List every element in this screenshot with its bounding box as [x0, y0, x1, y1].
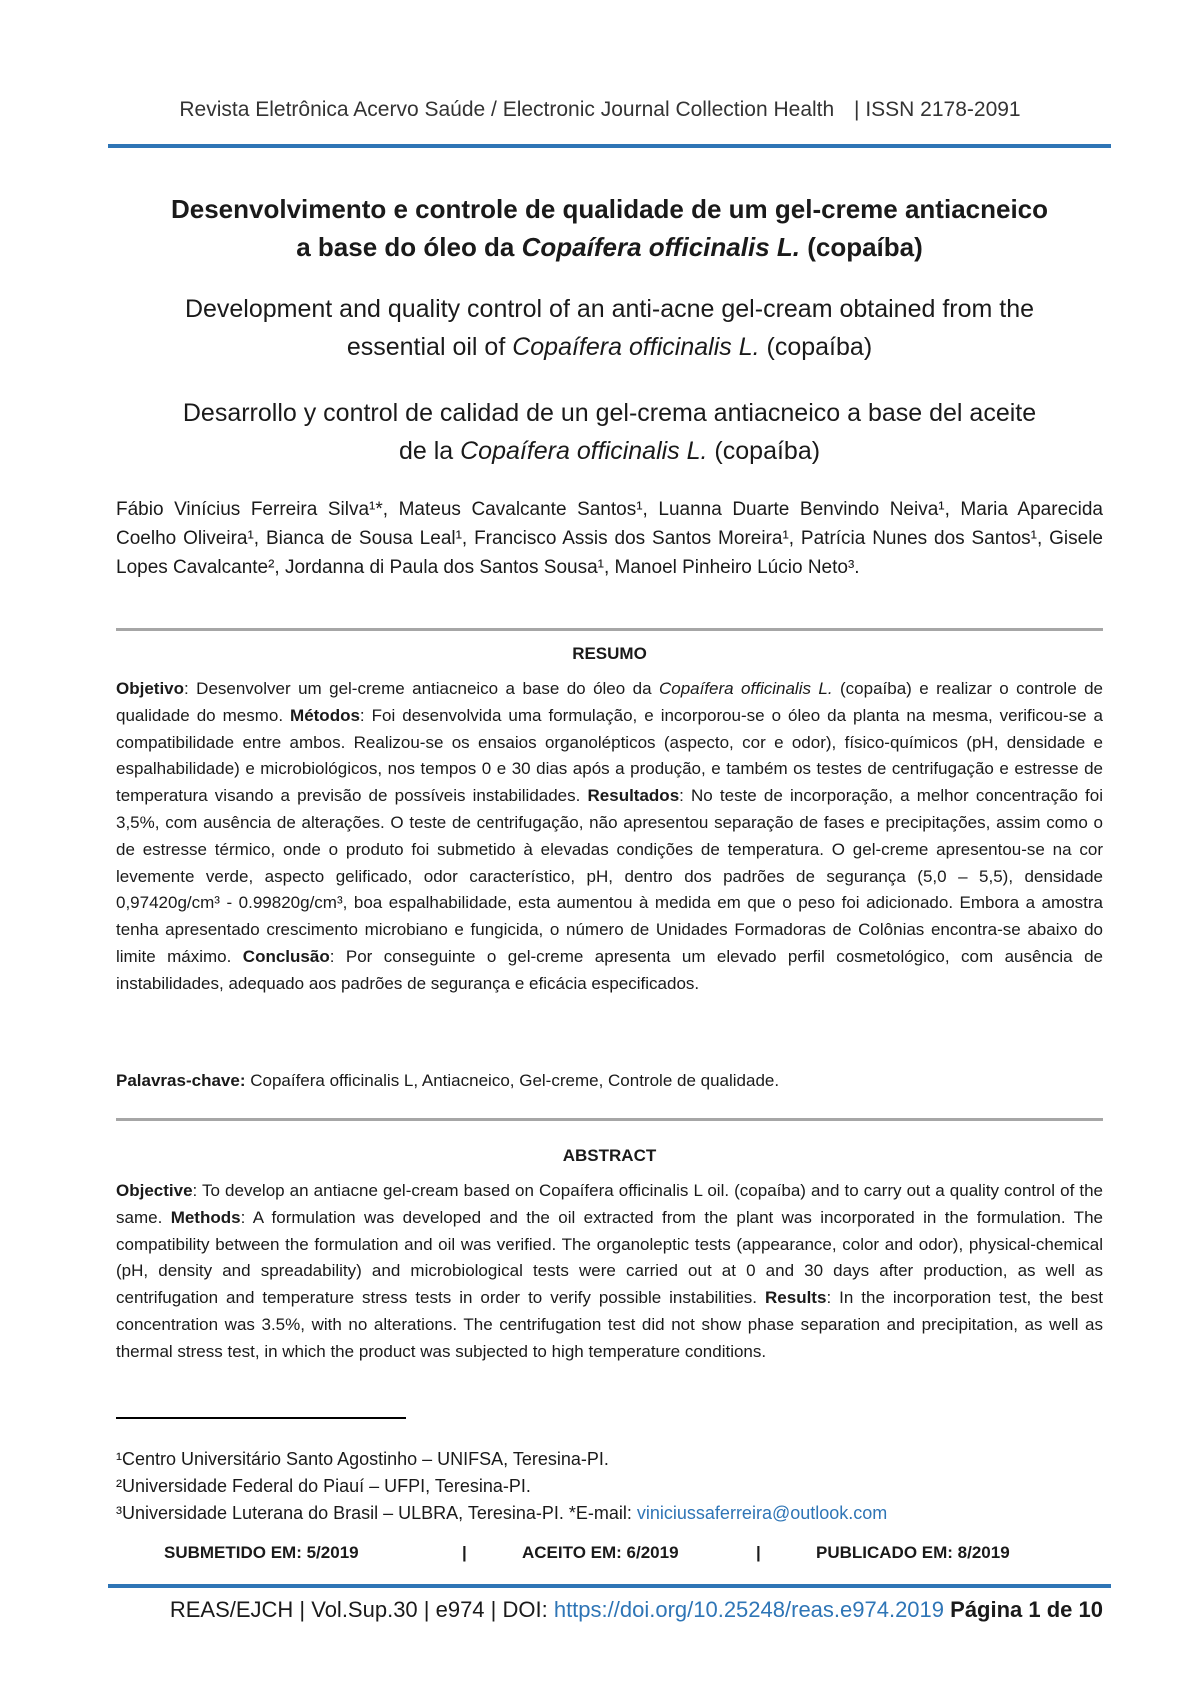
resumo-divider — [116, 628, 1103, 631]
title-es-line2: de la Copaífera officinalis L. (copaíba) — [398, 437, 821, 465]
date-separator: | — [462, 1543, 467, 1562]
title-en-line1: Development and quality control of an anti-acne gel-cream obtained from the — [184, 295, 1035, 323]
publication-dates — [116, 1543, 1103, 1567]
accepted-date: ACEITO EM: 6/2019 — [522, 1543, 679, 1562]
title-pt-line1: Desenvolvimento e controle de qualidade de um gel-creme antiacneico — [170, 194, 1049, 224]
title-portuguese — [108, 190, 1111, 266]
title-english — [108, 290, 1111, 366]
conclusao-label: Conclusão — [242, 946, 330, 966]
title-en-line2: essential oil of Copaífera officinalis L. (copaíba) — [346, 333, 873, 361]
doi-link[interactable]: https://doi.org/10.25248/reas.e974.2019 — [553, 1597, 945, 1622]
citation: REAS/EJCH | Vol.Sup.30 | e974 | DOI: — [169, 1597, 554, 1622]
page-number: Página 1 de 10 — [944, 1597, 1103, 1622]
footnote-2: ²Universidade Federal do Piauí – UFPI, Teresina-PI. — [116, 1476, 531, 1496]
objetivo-label: Objetivo — [116, 679, 185, 698]
email-link[interactable]: viniciussaferreira@outlook.com — [636, 1503, 888, 1523]
keywords: Palavras-chave: Copaífera officinalis L, Antiacneico, Gel-creme, Controle de qualidade. — [116, 1071, 780, 1090]
published-date: PUBLICADO EM: 8/2019 — [816, 1543, 1010, 1562]
title-pt-line2: a base do óleo da Copaífera officinalis L. (copaíba) — [296, 232, 923, 262]
date-separator: | — [756, 1543, 761, 1562]
resultados-label: Resultados — [587, 786, 680, 806]
resumo-body: Objetivo: Desenvolver um gel-creme antiacneico a base do óleo da Copaífera officinalis L. (copaíba) e realizar o controle de qualidade do mesmo. Métodos: Foi desenvolvida uma formulação, e incorporou-se o óleo da planta na mesma, verificou-se a compatibilidade entre ambos. Realizou-se os ensaios organolépticos (aspecto, cor e odor), físico-químicos (pH, densidade e espalhabilidade) e microbiológicos, nos tempos 0 e 30 dias após a produção, e também os testes de centrifugação e estresse de temperatura visando a previsão de possíveis instabilidades. Resultados: No teste de incorporação, a melhor concentração foi 3,5%, com ausência de alterações. O teste de centrifugação, não apresentou separação de fases e precipitações, assim como o de estresse térmico, onde o produto foi submetido à elevadas condições de temperatura. O gel-creme apresentou-se na cor levemente verde, aspecto gelificado, odor característico, pH, dentro dos padrões de segurança (5,0 – 5,5), densidade 0,97420g/cm³ - 0.99820g/cm³, boa espalhabilidade, esta aumentou à medida em que o peso foi adicionado. Embora a amostra tenha apresentado crescimento microbiano e fungicida, o número de Unidades Formadoras de Colônias encontra-se abaixo do limite máximo. Conclusão: Por conseguinte o gel-creme apresenta um elevado perfil cosmetológico, com ausência de instabilidades, adequado aos padrões de segurança e eficácia especificados. — [116, 679, 1103, 993]
metodos-label: Métodos — [290, 705, 360, 725]
footer-divider — [108, 1584, 1111, 1588]
keywords-label: Palavras-chave: — [116, 1071, 246, 1090]
title-es-line1: Desarrollo y control de calidad de un gel-crema antiacneico a base del aceite — [182, 399, 1037, 427]
page-footer — [100, 1597, 1103, 1623]
submitted-date: SUBMETIDO EM: 5/2019 — [164, 1543, 359, 1562]
header-divider — [108, 144, 1111, 148]
objective-label: Objective — [116, 1181, 193, 1200]
methods-label: Methods — [170, 1207, 241, 1227]
results-label: Results — [765, 1288, 827, 1308]
abstract-heading: ABSTRACT — [562, 1146, 657, 1165]
resumo-heading: RESUMO — [572, 644, 647, 663]
title-spanish — [108, 394, 1111, 470]
journal-name: Revista Eletrônica Acervo Saúde / Electronic Journal Collection Health — [179, 98, 835, 121]
abstract-divider — [116, 1118, 1103, 1121]
journal-header — [0, 98, 1200, 122]
author-list: Fábio Vinícius Ferreira Silva¹*, Mateus Cavalcante Santos¹, Luanna Duarte Benvindo Neiva¹, Maria Aparecida Coelho Oliveira¹, Bianca de Sousa Leal¹, Francisco Assis dos Santos Moreira¹, Patrícia Nunes dos Santos¹, Gisele Lopes Cavalcante², Jordanna di Paula dos Santos Sousa¹, Manoel Pinheiro Lúcio Neto³. — [116, 499, 1103, 578]
footnote-3: ³Universidade Luterana do Brasil – ULBRA, Teresina-PI. *E-mail: viniciussaferreira@outlook.com — [116, 1503, 888, 1523]
journal-issn: | ISSN 2178-2091 — [854, 98, 1021, 121]
footnotes — [116, 1446, 1103, 1527]
footnote-1: ¹Centro Universitário Santo Agostinho – UNIFSA, Teresina-PI. — [116, 1449, 609, 1469]
abstract-body: Objective: To develop an antiacne gel-cream based on Copaífera officinalis L oil. (copaíba) and to carry out a quality control of the same. Methods: A formulation was developed and the oil extracted from the plant was incorporated in the formulation. The compatibility between the formulation and oil was verified. The organoleptic tests (appearance, color and odor), physical-chemical (pH, density and spreadability) and microbiological tests were carried out at 0 and 30 days after production, as well as centrifugation and temperature stress tests in order to verify possible instabilities. Results: In the incorporation test, the best concentration was 3.5%, with no alterations. The centrifugation test did not show phase separation and precipitation, as well as thermal stress test, in which the product was subjected to high temperature conditions. — [116, 1181, 1103, 1361]
footnote-rule — [116, 1417, 406, 1419]
